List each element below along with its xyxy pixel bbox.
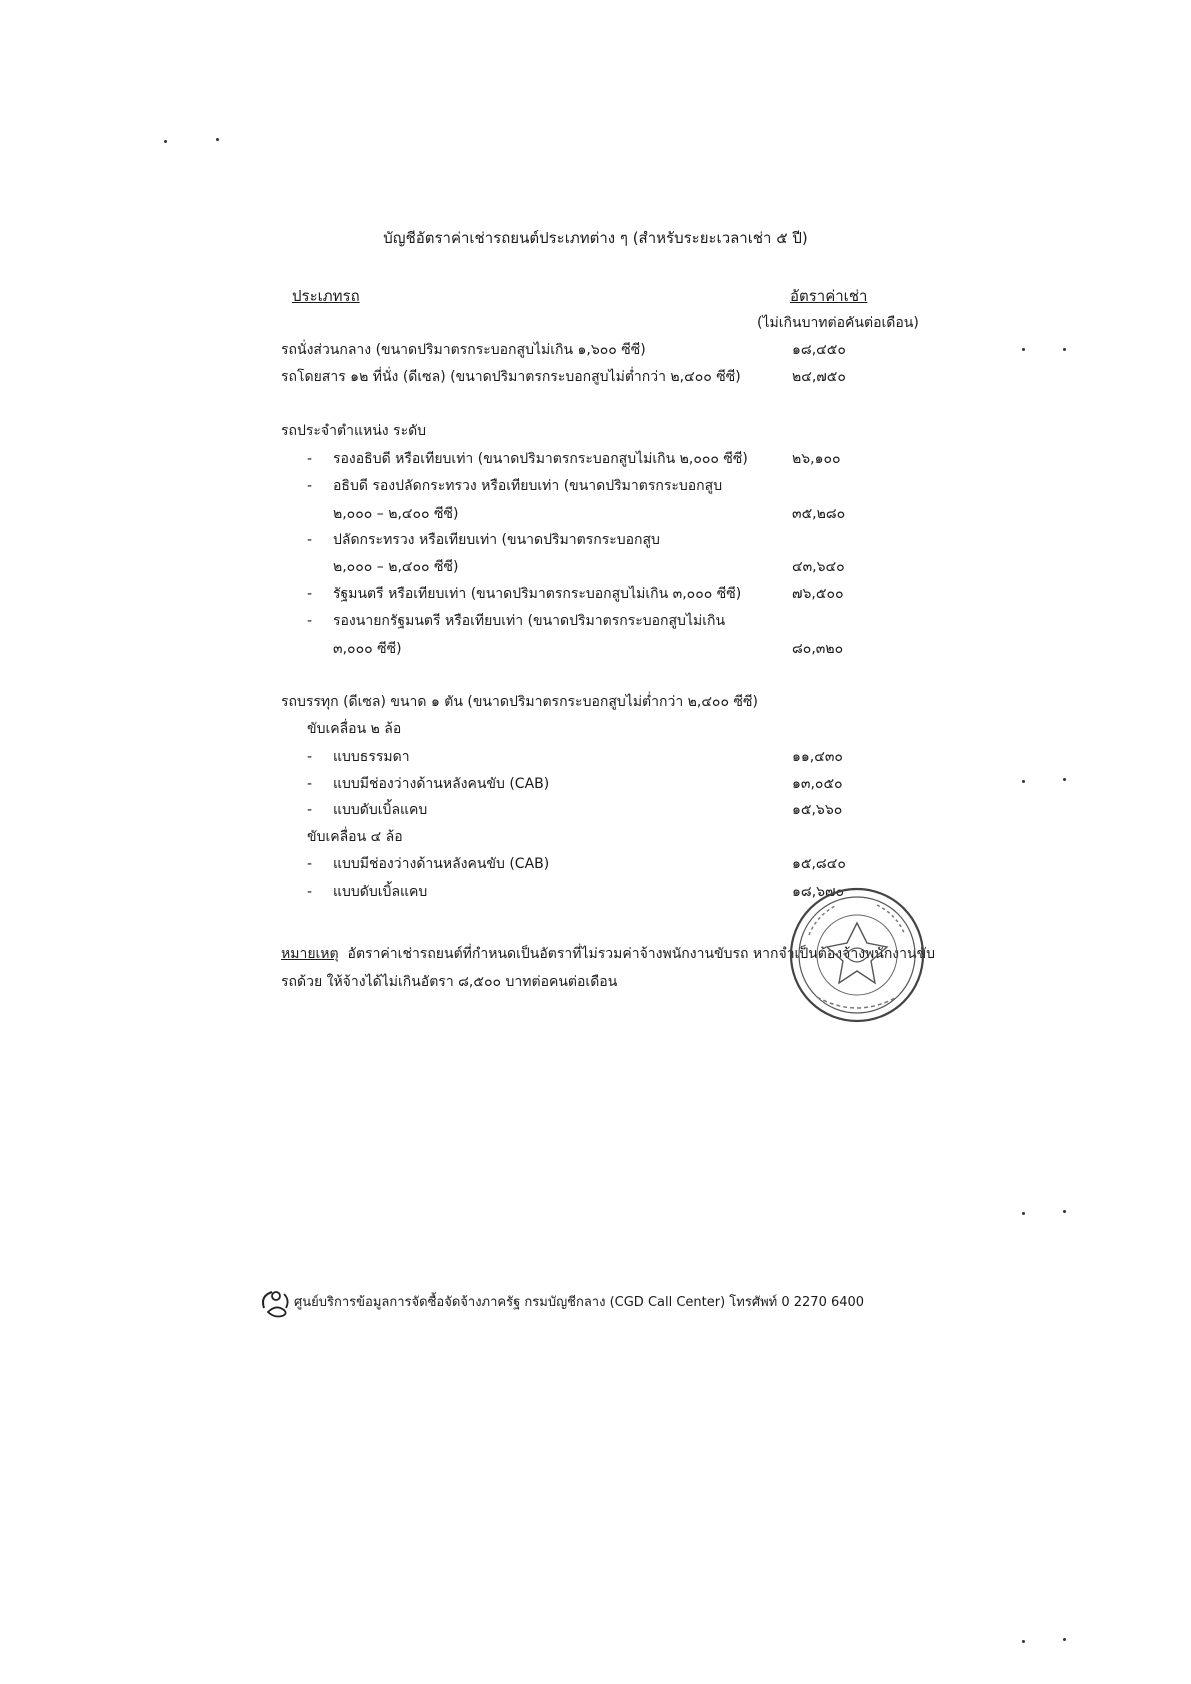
table-row (0, 797, 1191, 823)
table-row (0, 501, 1191, 527)
bullet: - (307, 884, 313, 900)
bullet: - (307, 613, 313, 629)
bullet: - (307, 802, 313, 818)
row-value: ๗๖,๕๐๐ (792, 586, 844, 602)
row-label: รถบรรทุก (ดีเซล) ขนาด ๑ ตัน (ขนาดปริมาตรกระบอกสูบไม่ต่ำกว่า ๒,๔๐๐ ซีซี) (281, 694, 758, 710)
remark-text: อัตราค่าเช่ารถยนต์ที่กำหนดเป็นอัตราที่ไม่รวมค่าจ้างพนักงานขับรถ หากจำเป็นต้องจ้างพนักงานขับรถด้วย ให้จ้างได้ไม่เกินอัตรา ๘,๕๐๐ บาทต่อคนต่อเดือน (281, 946, 936, 990)
official-seal-icon (787, 885, 927, 1025)
scan-speck (1022, 1212, 1025, 1215)
sub-heading (0, 824, 1191, 850)
section-heading (0, 418, 1191, 444)
bullet: - (307, 532, 313, 548)
table-row (0, 879, 1191, 905)
cgd-logo-icon (258, 1286, 292, 1320)
table-row (0, 636, 1191, 662)
footer (294, 1288, 864, 1318)
table-row (0, 771, 1191, 797)
row-label: ๓,๐๐๐ ซีซี) (333, 641, 402, 657)
row-label: แบบดับเบิ้ลแคบ (333, 802, 428, 818)
row-label: รัฐมนตรี หรือเทียบเท่า (ขนาดปริมาตรกระบอกสูบไม่เกิน ๓,๐๐๐ ซีซี) (333, 586, 742, 602)
row-value: ๒๖,๑๐๐ (792, 451, 841, 467)
table-row (0, 364, 1191, 390)
scan-speck (1063, 778, 1066, 781)
section-heading (0, 689, 1191, 715)
row-label: อธิบดี รองปลัดกระทรวง หรือเทียบเท่า (ขนาดปริมาตรกระบอกสูบ (333, 478, 723, 494)
row-label: ขับเคลื่อน ๒ ล้อ (307, 721, 402, 737)
remark-label: หมายเหตุ (281, 946, 339, 962)
row-label: รถนั่งส่วนกลาง (ขนาดปริมาตรกระบอกสูบไม่เกิน ๑,๖๐๐ ซีซี) (281, 342, 646, 358)
table-row (0, 527, 1191, 553)
row-value: ๘๐,๓๒๐ (792, 641, 844, 657)
column-header-rate: อัตราค่าเช่า (790, 287, 868, 305)
bullet: - (307, 776, 313, 792)
row-label: รถโดยสาร ๑๒ ที่นั่ง (ดีเซล) (ขนาดปริมาตรกระบอกสูบไม่ต่ำกว่า ๒,๔๐๐ ซีซี) (281, 369, 741, 385)
table-row (0, 473, 1191, 499)
scan-speck (1022, 1640, 1025, 1643)
table-row (0, 581, 1191, 607)
scan-speck (1063, 1638, 1066, 1641)
column-header-rate-unit: (ไม่เกินบาทต่อคันต่อเดือน) (757, 315, 919, 331)
scan-speck (1063, 348, 1066, 351)
row-label: ปลัดกระทรวง หรือเทียบเท่า (ขนาดปริมาตรกระบอกสูบ (333, 532, 660, 548)
bullet: - (307, 478, 313, 494)
row-label: แบบมีช่องว่างด้านหลังคนขับ (CAB) (333, 856, 550, 872)
column-header-type: ประเภทรถ (292, 287, 360, 305)
row-value: ๑๑,๔๓๐ (792, 749, 843, 765)
row-value: ๑๕,๖๖๐ (792, 802, 843, 818)
scan-speck (1022, 780, 1025, 783)
table-row (0, 554, 1191, 580)
bullet: - (307, 586, 313, 602)
row-label: แบบดับเบิ้ลแคบ (333, 884, 428, 900)
scan-speck (216, 138, 219, 141)
row-value: ๑๘,๔๕๐ (792, 342, 846, 358)
row-label: แบบธรรมดา (333, 749, 410, 765)
scan-speck (1022, 348, 1025, 351)
row-label: แบบมีช่องว่างด้านหลังคนขับ (CAB) (333, 776, 550, 792)
sub-heading (0, 716, 1191, 742)
document-title: บัญชีอัตราค่าเช่ารถยนต์ประเภทต่าง ๆ (สำหรับระยะเวลาเช่า ๕ ปี) (383, 229, 808, 247)
row-value: ๑๕,๘๔๐ (792, 856, 846, 872)
row-label: รถประจำตำแหน่ง ระดับ (281, 423, 427, 439)
bullet: - (307, 749, 313, 765)
scan-speck (1063, 1210, 1066, 1213)
row-label: ขับเคลื่อน ๔ ล้อ (307, 829, 403, 845)
table-row (0, 851, 1191, 877)
row-value: ๑๓,๐๕๐ (792, 776, 843, 792)
row-value: ๓๕,๒๘๐ (792, 506, 846, 522)
row-label: รองอธิบดี หรือเทียบเท่า (ขนาดปริมาตรกระบอกสูบไม่เกิน ๒,๐๐๐ ซีซี) (333, 451, 748, 467)
row-label: รองนายกรัฐมนตรี หรือเทียบเท่า (ขนาดปริมาตรกระบอกสูบไม่เกิน (333, 613, 726, 629)
bullet: - (307, 451, 313, 467)
footer-text: ศูนย์บริการข้อมูลการจัดซื้อจัดจ้างภาครัฐ กรมบัญชีกลาง (CGD Call Center) โทรศัพท์ 0 2270 6400 (294, 1295, 865, 1310)
table-row (0, 337, 1191, 363)
row-value: ๒๔,๗๕๐ (792, 369, 846, 385)
row-label: ๒,๐๐๐ – ๒,๔๐๐ ซีซี) (333, 559, 459, 575)
row-value: ๔๓,๖๔๐ (792, 559, 845, 575)
scan-speck (164, 140, 167, 143)
row-value: ๑๘,๖๗๐ (792, 884, 845, 900)
table-row (0, 608, 1191, 634)
bullet: - (307, 856, 313, 872)
table-row (0, 744, 1191, 770)
row-label: ๒,๐๐๐ – ๒,๔๐๐ ซีซี) (333, 506, 459, 522)
table-row (0, 446, 1191, 472)
